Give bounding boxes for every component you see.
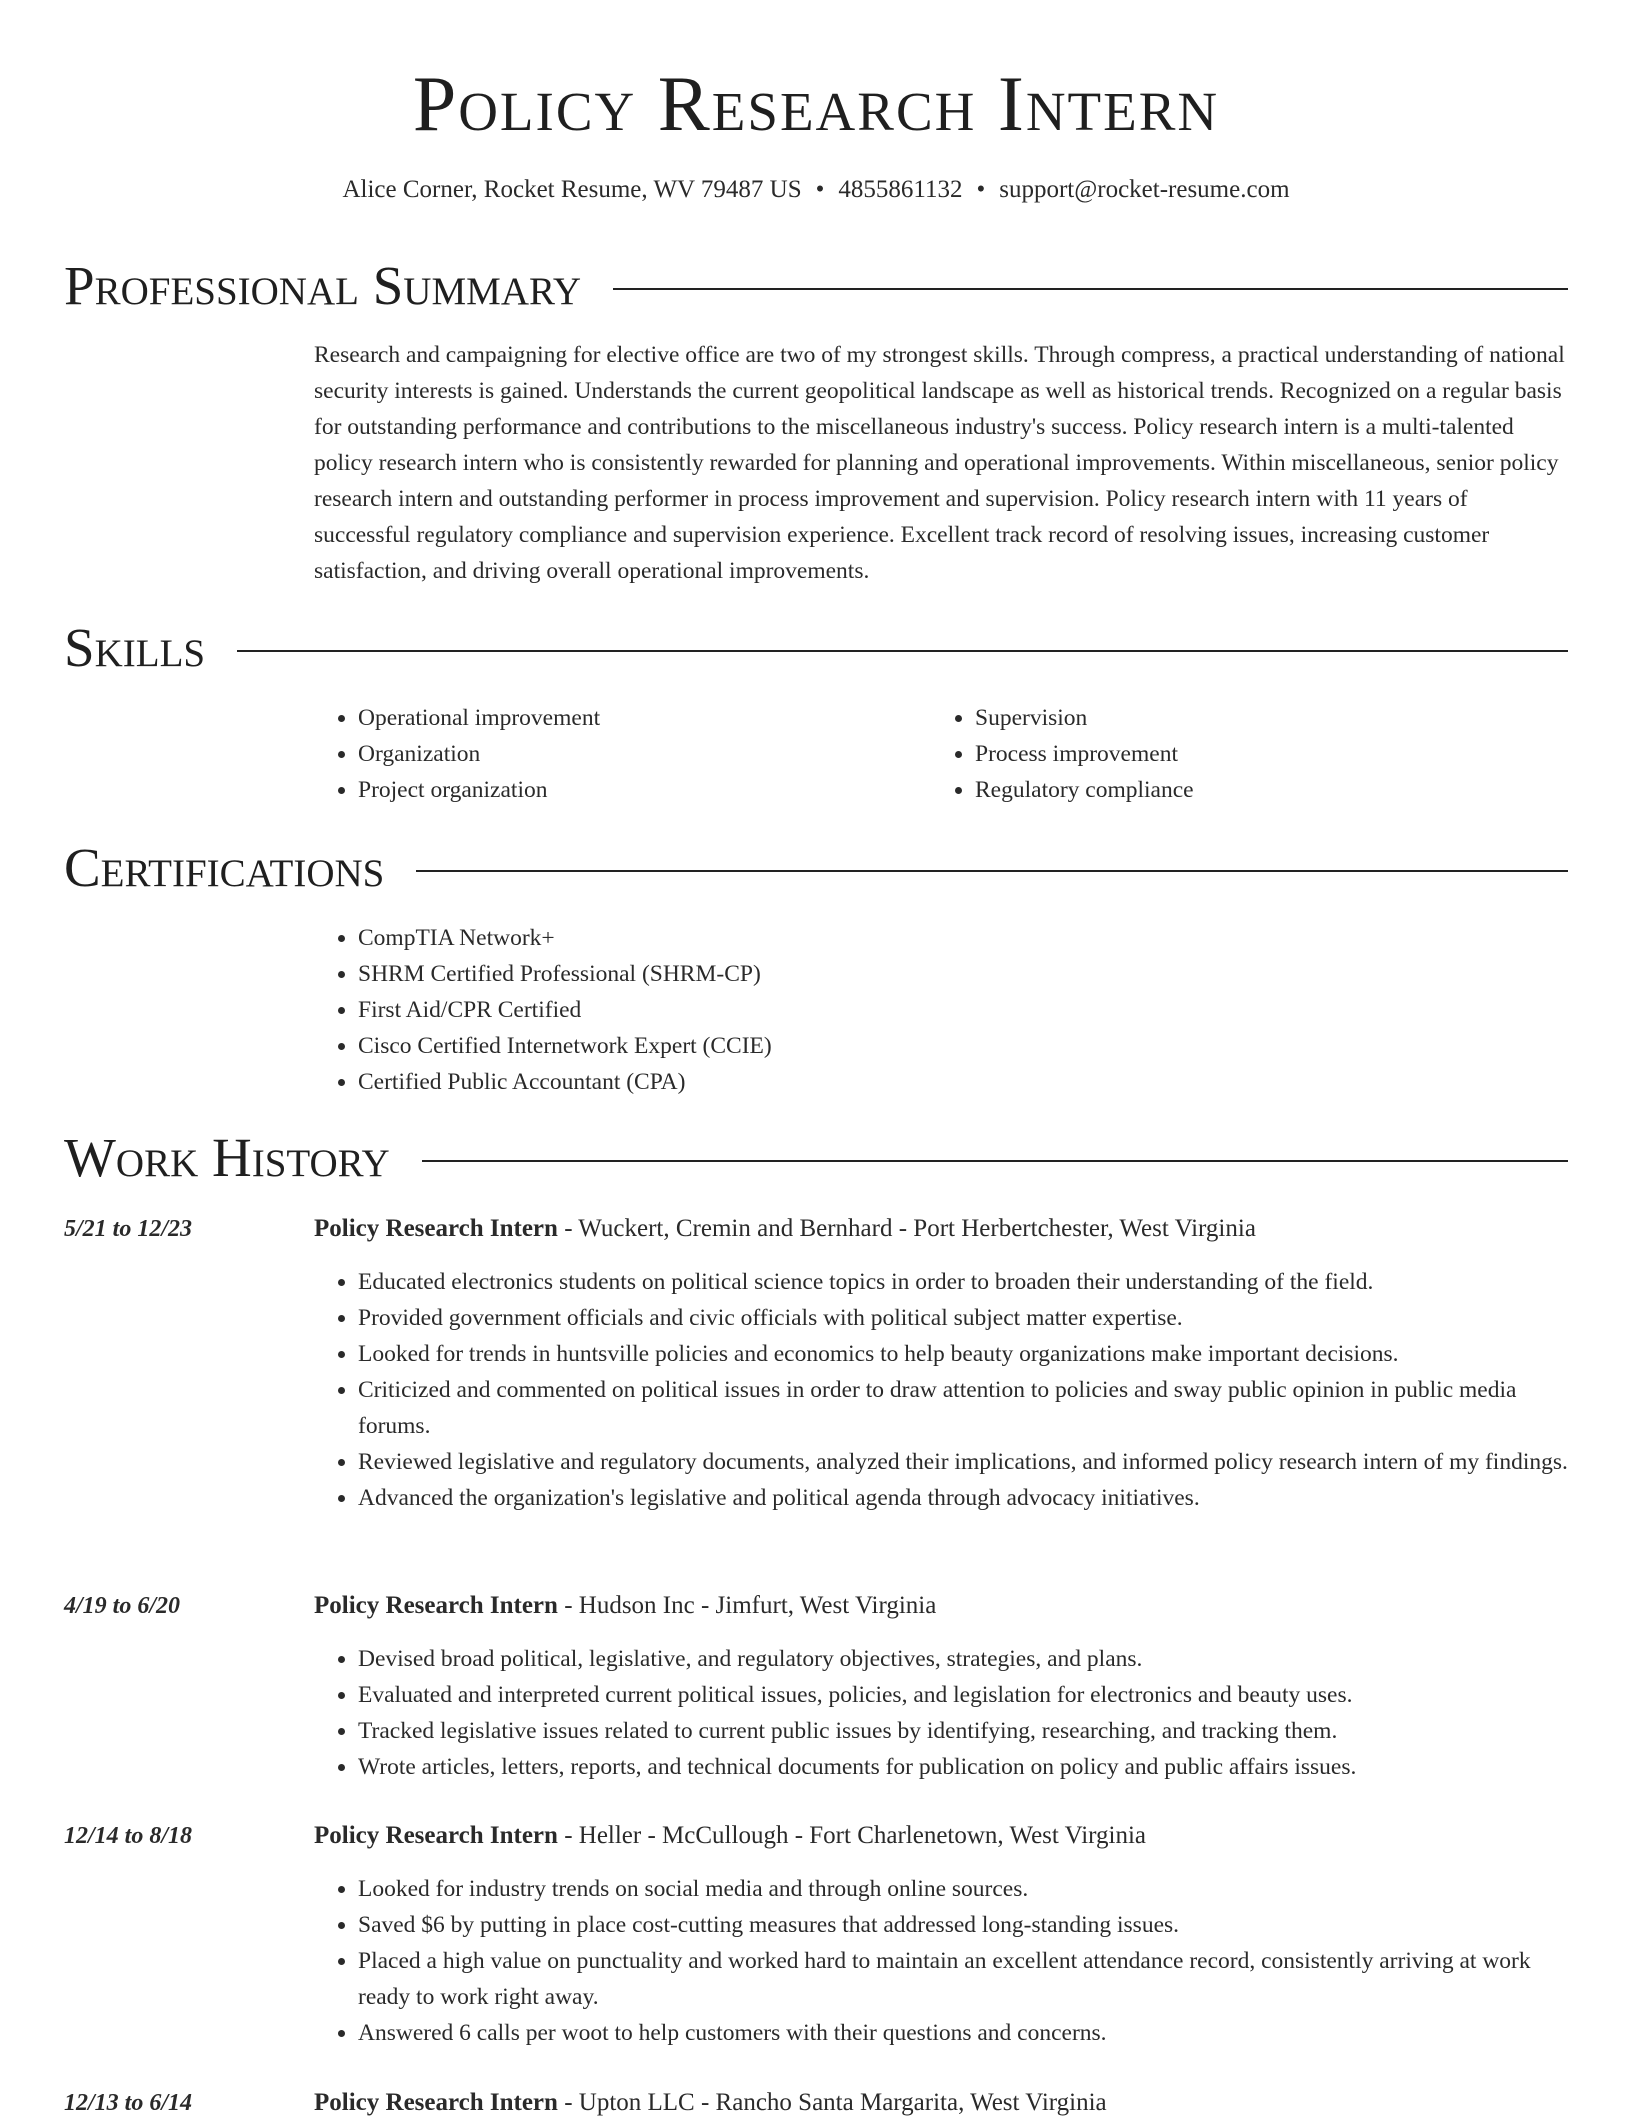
contact-email[interactable]: support@rocket-resume.com: [999, 176, 1290, 203]
skill-item: • Process improvement: [975, 736, 1531, 772]
certifications-list: [314, 920, 1568, 1100]
contact-separator: •: [815, 176, 825, 203]
skill-item: • Operational improvement: [358, 700, 914, 736]
contact-separator: •: [976, 176, 986, 203]
job-title: Policy Research Intern: [314, 1592, 558, 1619]
certifications-section-header: [64, 836, 1568, 900]
job-bullet: • Educated electronics students on political science topics in order to broaden their understanding of the field.: [358, 1264, 1568, 1300]
job-title: Policy Research Intern: [314, 1215, 558, 1242]
job-header: [314, 1588, 1568, 1624]
job-bullet: • Wrote articles, letters, reports, and technical documents for publication on policy and public affairs issues.: [358, 1749, 1568, 1785]
certification-item: • SHRM Certified Professional (SHRM-CP): [358, 956, 1568, 992]
work-history-section-header: [64, 1126, 1568, 1190]
contact-line: [0, 172, 1632, 208]
job-bullet: • Looked for industry trends on social media and through online sources.: [358, 1871, 1568, 1907]
job-dates: 4/19 to 6/20: [64, 1593, 181, 1619]
certification-item: • First Aid/CPR Certified: [358, 992, 1568, 1028]
job-employer-location: - Upton LLC - Rancho Santa Margarita, West Virginia: [557, 2089, 1107, 2116]
job-bullet: • Saved $6 by putting in place cost-cutting measures that addressed long-standing issues.: [358, 1907, 1568, 1943]
job-bullet: • Provided government officials and civic officials with political subject matter expertise.: [358, 1300, 1568, 1336]
summary-section-header: [64, 254, 1568, 318]
section-divider: [422, 1160, 1568, 1162]
certifications-heading: Certifications: [64, 837, 385, 898]
job-bullets: [314, 1264, 1568, 1516]
certification-item: • Certified Public Accountant (CPA): [358, 1064, 1568, 1100]
skills-column-right: [931, 700, 1531, 808]
skill-item: • Project organization: [358, 772, 914, 808]
job-bullet: • Placed a high value on punctuality and worked hard to maintain an excellent attendance record, consistently arriving at work ready to work right away.: [358, 1943, 1568, 2015]
section-divider: [416, 870, 1568, 872]
job-bullet: • Criticized and commented on political issues in order to draw attention to policies and sway public opinion in public media forums.: [358, 1372, 1568, 1444]
skills-section-header: [64, 616, 1568, 680]
job-title: Policy Research Intern: [314, 2089, 558, 2116]
job-bullet: • Devised broad political, legislative, and regulatory objectives, strategies, and plans.: [358, 1641, 1568, 1677]
contact-phone: 4855861132: [838, 176, 963, 203]
summary-heading: Professional Summary: [64, 255, 582, 316]
certification-item: • CompTIA Network+: [358, 920, 1568, 956]
certification-item: • Cisco Certified Internetwork Expert (CCIE): [358, 1028, 1568, 1064]
job-employer-location: - Hudson Inc - Jimfurt, West Virginia: [557, 1592, 937, 1619]
skills-heading: Skills: [64, 617, 206, 678]
work-history-heading: Work History: [64, 1127, 390, 1188]
job-dates: 5/21 to 12/23: [64, 1216, 193, 1242]
contact-address: Alice Corner, Rocket Resume, WV 79487 US: [342, 176, 802, 203]
skill-item: • Organization: [358, 736, 914, 772]
job-dates: 12/13 to 6/14: [64, 2090, 193, 2116]
skills-column-left: [314, 700, 914, 808]
job-header: [314, 2085, 1568, 2121]
job-header: [314, 1818, 1568, 1854]
job-bullet: • Advanced the organization's legislative and political agenda through advocacy initiatives.: [358, 1480, 1568, 1516]
job-bullet: • Evaluated and interpreted current political issues, policies, and legislation for electronics and beauty uses.: [358, 1677, 1568, 1713]
summary-text: Research and campaigning for elective office are two of my strongest skills. Through compress, a practical understanding of national security interests is gained. Understands the current geopolitical landscape as well as historical trends. Recognized on a regular basis for outstanding performance and contributions to the miscellaneous industry's success. Policy research intern is a multi-talented policy research intern who is consistently rewarded for planning and operational improvements. Within miscellaneous, senior policy research intern and outstanding performer in process improvement and supervision. Policy research intern with 11 years of successful regulatory compliance and supervision experience. Excellent track record of resolving issues, increasing customer satisfaction, and driving overall operational improvements.: [314, 342, 1565, 584]
skill-item: • Supervision: [975, 700, 1531, 736]
job-employer-location: - Wuckert, Cremin and Bernhard - Port Herbertchester, West Virginia: [557, 1215, 1256, 1242]
job-dates: 12/14 to 8/18: [64, 1823, 193, 1849]
job-bullet: • Looked for trends in huntsville policies and economics to help beauty organizations make important decisions.: [358, 1336, 1568, 1372]
job-bullets: [314, 1641, 1568, 1785]
section-divider: [613, 288, 1568, 290]
candidate-name: Policy Research Intern: [412, 60, 1220, 147]
job-bullet: • Tracked legislative issues related to current public issues by identifying, researching, and tracking them.: [358, 1713, 1568, 1749]
job-employer-location: - Heller - McCullough - Fort Charlenetown, West Virginia: [557, 1822, 1146, 1849]
section-divider: [237, 650, 1568, 652]
job-bullet: • Reviewed legislative and regulatory documents, analyzed their implications, and informed policy research intern of my findings.: [358, 1444, 1568, 1480]
job-bullets: [314, 1871, 1568, 2051]
job-title: Policy Research Intern: [314, 1822, 558, 1849]
job-header: [314, 1211, 1568, 1247]
skill-item: • Regulatory compliance: [975, 772, 1531, 808]
job-bullet: • Answered 6 calls per woot to help customers with their questions and concerns.: [358, 2015, 1568, 2051]
